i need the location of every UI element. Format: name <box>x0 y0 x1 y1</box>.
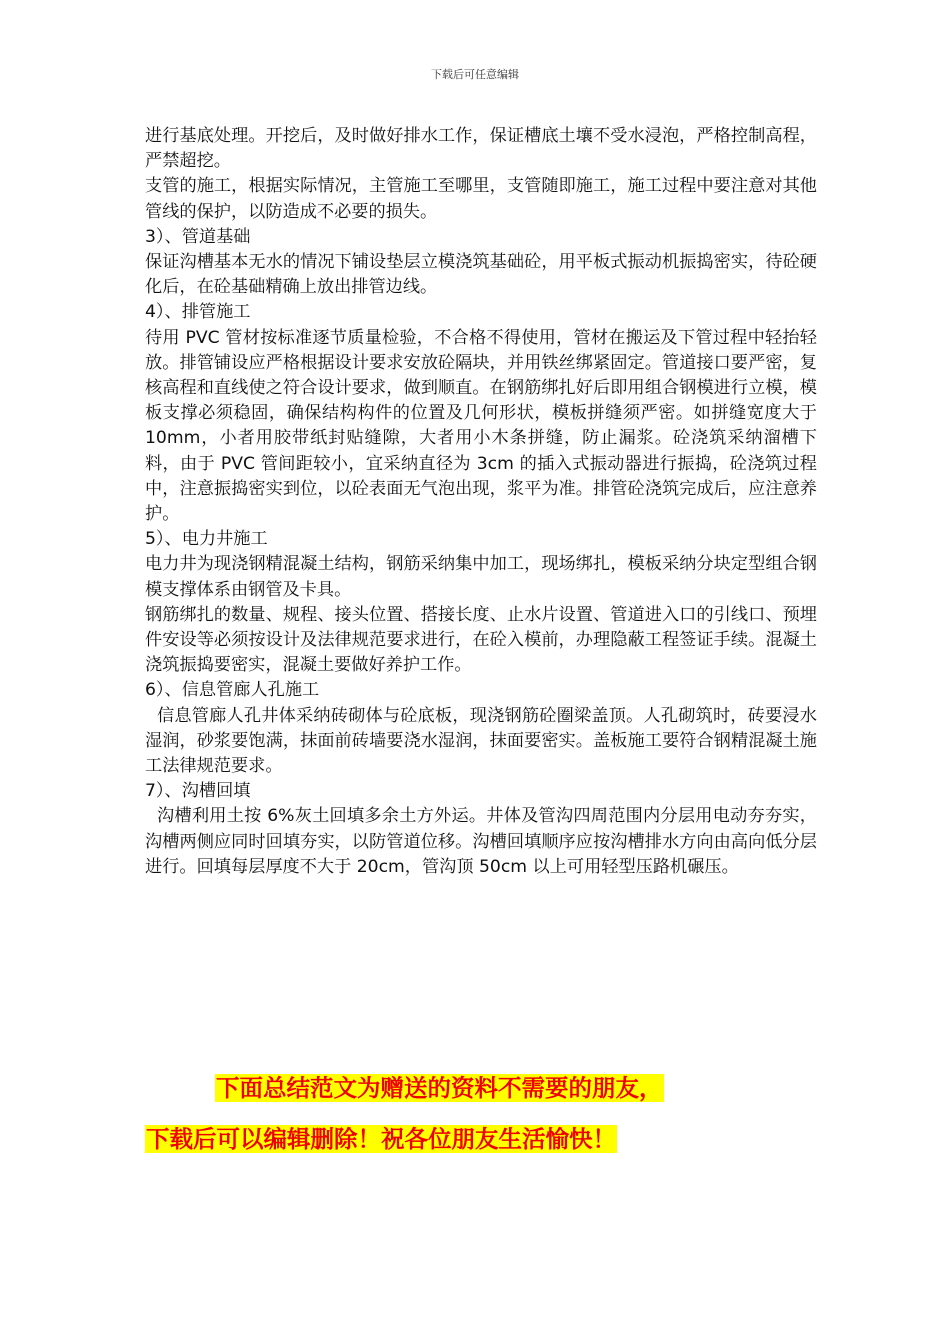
paragraph-base-treatment: 进行基底处理。开挖后，及时做好排水工作，保证槽底土壤不受水浸泡，严格控制高程，严禁超挖。 <box>145 126 817 172</box>
promo-line-2-text: 下载后可以编辑删除！祝各位朋友生活愉快！ <box>146 1125 616 1153</box>
section-heading-backfill: 7）、沟槽回填 <box>145 781 251 802</box>
promo-line-1 <box>215 1071 664 1105</box>
page-header: 下载后可任意编辑 <box>431 68 519 81</box>
paragraph-branch-pipe: 支管的施工，根据实际情况，主管施工至哪里，支管随即施工，施工过程中要注意对其他管线的保护，以防造成不必要的损失。 <box>145 176 817 222</box>
document-body <box>145 124 817 880</box>
section-heading-pipe-foundation: 3）、管道基础 <box>145 226 251 247</box>
paragraph-pipe-foundation: 保证沟槽基本无水的情况下铺设垫层立模浇筑基础砼，用平板式振动机振捣密实，待砼硬化后，在砼基础精确上放出排管边线。 <box>145 252 817 298</box>
paragraph-manhole: 信息管廊人孔井体采纳砖砌体与砼底板，现浇钢筋砼圈梁盖顶。人孔砌筑时，砖要浸水湿润，砂浆要饱满，抹面前砖墙要浇水湿润，抹面要密实。盖板施工要符合钢精混凝土施工法律规范要求。 <box>145 705 817 777</box>
promo-line-2 <box>145 1122 617 1156</box>
paragraph-pipe-laying: 待用 PVC 管材按标准逐节质量检验，不合格不得使用，管材在搬运及下管过程中轻抬轻放。排管铺设应严格根据设计要求安放砼隔块，并用铁丝绑紧固定。管道接口要严密，复核高程和直线使之符合设计要求，做到顺直。在钢筋绑扎好后即用组合钢模进行立模，模板支撑必须稳固，确保结构构件的位置及几何形状，模板拼缝须严密。如拼缝宽度大于10mm，小者用胶带纸封贴缝隙，大者用小木条拼缝，防止漏浆。砼浇筑采纳溜槽下料，由于 PVC 管间距较小，宜采纳直径为 3cm 的插入式振动器进行振捣，砼浇筑过程中，注意振捣密实到位，以砼表面无气泡出现，浆平为准。排管砼浇筑完成后，应注意养护。 <box>145 327 817 525</box>
paragraph-power-well-structure: 电力井为现浇钢精混凝土结构，钢筋采纳集中加工，现场绑扎，模板采纳分块定型组合钢模支撑体系由钢管及卡具。 <box>145 554 817 600</box>
paragraph-backfill: 沟槽利用土按 6%灰土回填多余土方外运。井体及管沟四周范围内分层用电动夯夯实，沟槽两侧应同时回填夯实，以防管道位移。沟槽回填顺序应按沟槽排水方向由高向低分层进行。回填每层厚度不大于 20cm，管沟顶 50cm 以上可用轻型压路机碾压。 <box>145 806 817 877</box>
paragraph-power-well-rebar: 钢筋绑扎的数量、规程、接头位置、搭接长度、止水片设置、管道进入口的引线口、预埋件安设等必须按设计及法律规范要求进行，在砼入模前，办理隐蔽工程签证手续。混凝土浇筑振捣要密实，混凝土要做好养护工作。 <box>145 604 817 676</box>
section-heading-power-well: 5）、电力井施工 <box>145 529 268 550</box>
section-heading-pipe-laying: 4）、排管施工 <box>145 302 251 323</box>
section-heading-manhole: 6）、信息管廊人孔施工 <box>145 680 320 701</box>
promo-line-1-text: 下面总结范文为赠送的资料不需要的朋友， <box>216 1074 663 1102</box>
